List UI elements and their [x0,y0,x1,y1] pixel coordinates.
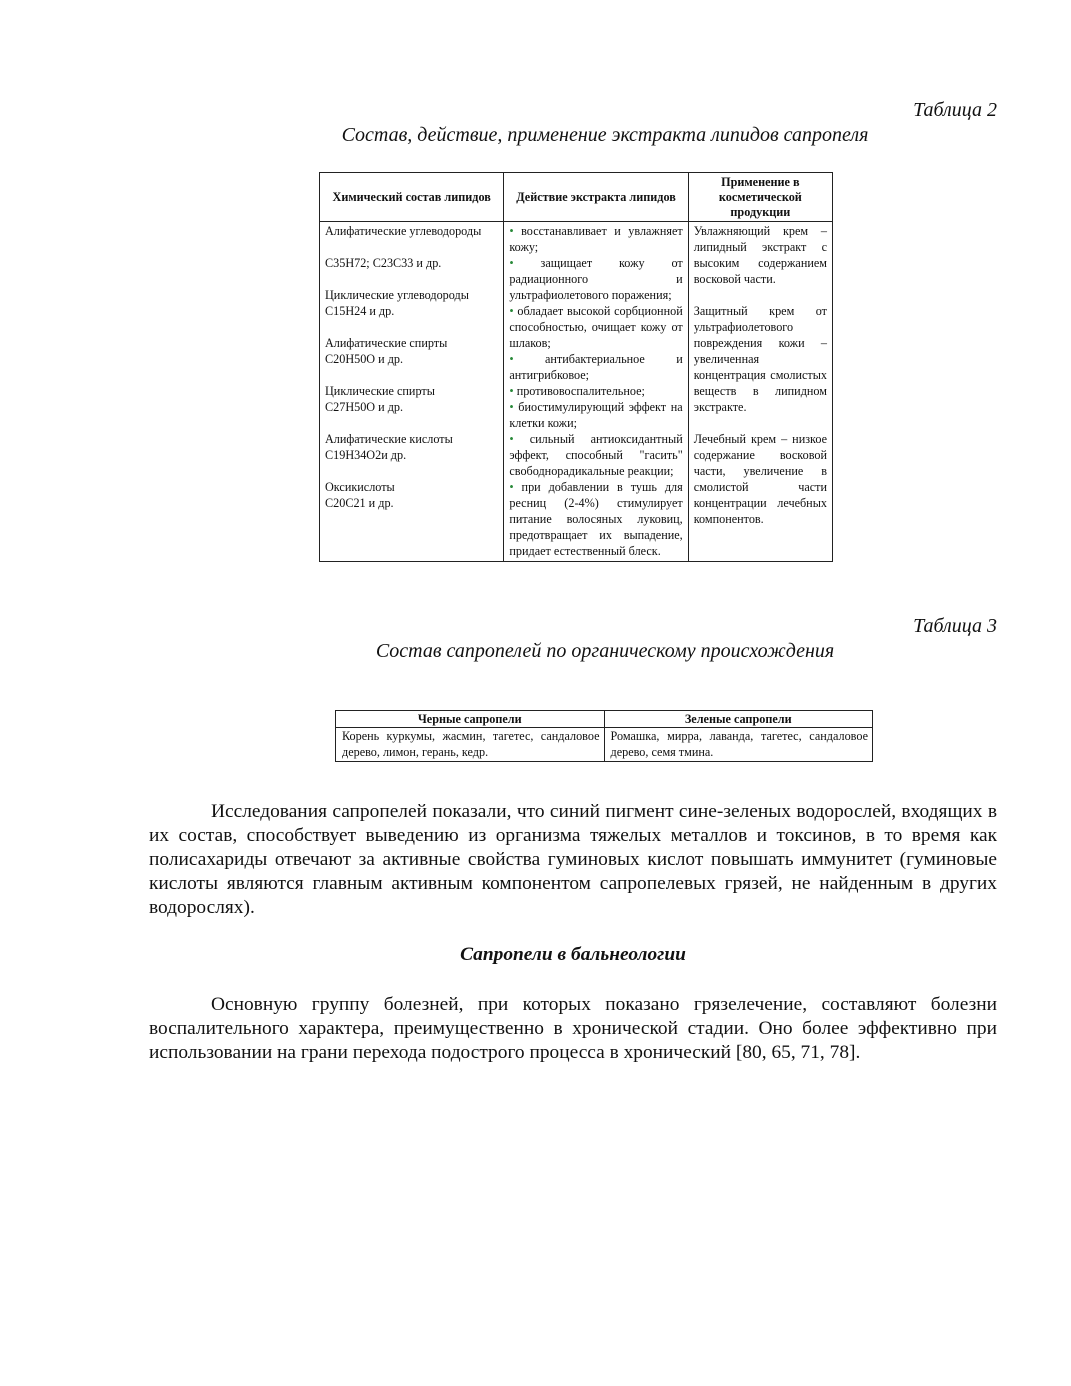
composition-item [325,335,498,367]
bullet-icon: • [509,224,514,238]
action-text: при добавлении в тушь для ресниц (2-4%) стимулирует питание волосяных луковиц, предотвращает их выпадение, придает естественный блеск. [509,480,683,558]
composition-formula: C19H34O2и др. [325,448,407,462]
application-item: Увлажняющий крем – липидный экстракт с высоким содержанием восковой части. [693,224,827,286]
bullet-icon: • [509,480,514,494]
table3-caption-number: Таблица 3 [913,615,997,637]
composition-name: Алифатические кислоты [325,432,453,446]
black-sapropel-cell: Корень куркумы, жасмин, тагетес, сандаловое дерево, лимон, герань, кедр. [336,728,605,762]
action-text: обладает высокой сорбционной способностью, очищает кожу от шлаков; [509,304,683,350]
table2-caption-number: Таблица 2 [913,99,997,121]
lipid-extract-table [319,172,833,562]
paragraph-balneology [149,993,997,1065]
action-item [509,399,682,431]
composition-name: Оксикислоты [325,480,395,494]
bullet-icon: • [509,400,514,414]
bullet-icon: • [509,256,514,270]
composition-name: Алифатические углеводороды [325,224,482,238]
green-sapropel-cell: Ромашка, мирра, лаванда, тагетес, сандаловое дерево, семя тмина. [604,728,873,762]
table3-header-green: Зеленые сапропели [604,711,873,728]
section-heading: Сапропели в бальнеологии [460,944,686,965]
composition-item [325,223,498,271]
table2-title: Состав, действие, применение экстракта липидов сапропеля [341,124,869,146]
action-text: защищает кожу от радиационного и ультрафиолетового поражения; [509,256,683,302]
composition-formula: C20C21 и др. [325,496,394,510]
application-item: Лечебный крем – низкое содержание восковой части, увеличение в смолистой части концентрации лечебных компонентов. [693,432,827,526]
sapropel-origin-table [335,710,873,762]
action-item [509,479,682,559]
composition-formula: C20H50O и др. [325,352,404,366]
action-item [509,351,682,383]
composition-item [325,431,498,463]
action-item [509,255,682,303]
composition-cell [320,222,504,562]
action-cell [504,222,688,562]
composition-formula: C27H50O и др. [325,400,404,414]
action-text: сильный антиоксидантный эффект, способный "гасить" свободнорадикальные реакции; [509,432,683,478]
composition-formula: C35H72; C23C33 и др. [325,256,442,270]
table3-header-black: Черные сапропели [336,711,605,728]
action-text: противовоспалительное; [516,384,645,398]
bullet-icon: • [509,384,514,398]
bullet-icon: • [509,352,514,366]
action-item [509,223,682,255]
table2-header-application: Применение в косметической продукции [688,173,832,222]
composition-name: Алифатические спирты [325,336,448,350]
composition-item [325,287,498,319]
action-item [509,431,682,479]
composition-item [325,479,498,511]
composition-name: Циклические углеводороды [325,288,469,302]
bullet-icon: • [509,304,514,318]
application-item: Защитный крем от ультрафиолетового повреждения кожи – увеличенная концентрация смолистых веществ в липидном экстракте. [693,304,827,414]
composition-formula: C15H24 и др. [325,304,395,318]
paragraph-balneology-text: Основную группу болезней, при которых показано грязелечение, составляют болезни воспалительного характера, преимущественно в хронической стадии. Оно более эффективно при использовании на грани перехода подострого процесса в хронический [80, 65, 71, 78]. [149,994,997,1063]
application-cell [688,222,832,562]
table3-title: Состав сапропелей по органическому происхождения [375,640,835,662]
composition-name: Циклические спирты [325,384,435,398]
action-item [509,303,682,351]
bullet-icon: • [509,432,514,446]
paragraph-research [149,800,997,920]
action-text: восстанавливает и увлажняет кожу; [509,224,683,254]
action-item [509,383,682,399]
paragraph-research-text: Исследования сапропелей показали, что синий пигмент сине-зеленых водорослей, входящих в их состав, способствует выведению из организма тяжелых металлов и токсинов, в то время как полисахариды отвечают за активные свойства гуминовых кислот повышать иммунитет (гуминовые кислоты являются главным активным компонентом сапропелевых грязей, не найденным в других водорослях). [149,801,997,918]
table2-header-composition: Химический состав липидов [320,173,504,222]
action-text: антибактериальное и антигрибковое; [509,352,683,382]
composition-item [325,383,498,415]
table2-header-action: Действие экстракта липидов [504,173,688,222]
action-text: биостимулирующий эффект на клетки кожи; [509,400,683,430]
